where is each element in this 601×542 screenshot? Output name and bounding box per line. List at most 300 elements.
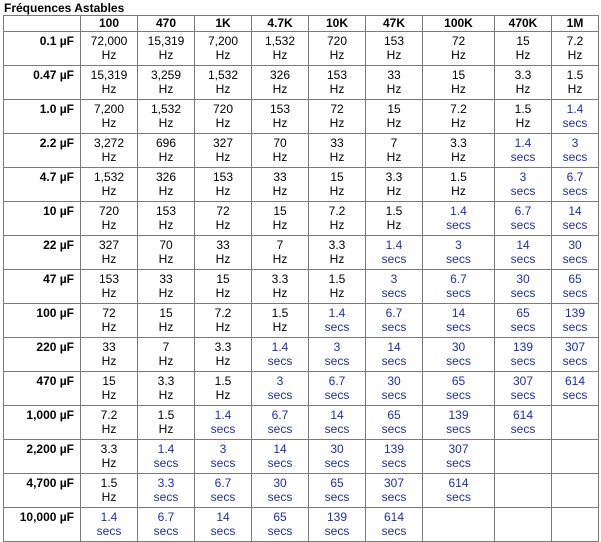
cell-unit: Hz — [215, 252, 231, 266]
cell-value: 7,200 — [93, 102, 125, 116]
cell-unit: Hz — [386, 82, 402, 96]
table-cell — [81, 270, 138, 304]
cell-unit: secs — [96, 524, 122, 538]
cell-value: 6.7 — [157, 510, 175, 524]
table-cell — [195, 236, 252, 270]
cell-unit: secs — [324, 422, 350, 436]
cell-unit: Hz — [158, 286, 174, 300]
cell-unit: Hz — [101, 184, 117, 198]
cell-value: 1.4 — [450, 204, 467, 218]
cell-unit: Hz — [272, 252, 288, 266]
table-cell — [252, 202, 309, 236]
table-cell — [252, 100, 309, 134]
table-cell — [366, 304, 423, 338]
cell-unit: Hz — [272, 48, 288, 62]
row-label: 2,200 µF — [4, 440, 81, 474]
cell-unit: Hz — [215, 150, 231, 164]
row-label: 4.7 µF — [4, 168, 81, 202]
cell-value: 3.3 — [271, 272, 289, 286]
cell-unit: Hz — [329, 116, 345, 130]
table-row — [4, 508, 599, 542]
cell-unit: Hz — [215, 286, 231, 300]
cell-value: 1.4 — [271, 340, 289, 354]
row-label: 0.47 µF — [4, 66, 81, 100]
table-cell — [423, 440, 495, 474]
table-cell — [366, 338, 423, 372]
cell-value: 139 — [512, 340, 534, 354]
table-cell — [366, 440, 423, 474]
cell-unit: secs — [210, 456, 236, 470]
cell-unit: Hz — [101, 286, 117, 300]
cell-unit: Hz — [329, 218, 345, 232]
table-row — [4, 270, 599, 304]
table-cell — [366, 202, 423, 236]
table-cell — [195, 168, 252, 202]
table-cell — [495, 406, 552, 440]
cell-unit: secs — [381, 456, 407, 470]
cell-value: 30 — [273, 476, 287, 490]
table-cell — [195, 202, 252, 236]
cell-value: 65 — [330, 476, 344, 490]
row-label: 10 µF — [4, 202, 81, 236]
table-cell — [138, 372, 195, 406]
cell-unit: secs — [267, 388, 293, 402]
table-cell — [552, 474, 599, 508]
cell-value: 14 — [273, 442, 287, 456]
cell-unit: secs — [510, 218, 536, 232]
cell-value: 33 — [159, 272, 173, 286]
table-cell — [552, 338, 599, 372]
table-row — [4, 338, 599, 372]
column-header: 470K — [495, 16, 552, 32]
cell-unit: Hz — [158, 252, 174, 266]
cell-unit: secs — [381, 320, 407, 334]
table-cell — [495, 440, 552, 474]
cell-value: 720 — [98, 204, 120, 218]
cell-value: 33 — [216, 238, 230, 252]
cell-unit: Hz — [215, 184, 231, 198]
cell-unit: Hz — [101, 218, 117, 232]
table-row — [4, 406, 599, 440]
table-row — [4, 474, 599, 508]
row-label: 4,700 µF — [4, 474, 81, 508]
table-row — [4, 100, 599, 134]
cell-unit: secs — [510, 252, 536, 266]
cell-unit: Hz — [158, 218, 174, 232]
table-cell — [81, 440, 138, 474]
cell-value: 72 — [102, 306, 116, 320]
table-cell — [366, 270, 423, 304]
table-cell — [423, 304, 495, 338]
cell-value: 1.5 — [450, 170, 467, 184]
cell-value: 6.7 — [328, 374, 346, 388]
cell-value: 3,259 — [150, 68, 182, 82]
cell-value: 139 — [564, 306, 586, 320]
table-cell — [309, 66, 366, 100]
cell-value: 139 — [448, 408, 469, 422]
cell-value: 3.3 — [385, 170, 403, 184]
cell-value: 1.4 — [157, 442, 175, 456]
cell-unit: secs — [562, 388, 588, 402]
cell-unit: Hz — [215, 48, 231, 62]
table-cell — [81, 372, 138, 406]
cell-value: 65 — [451, 374, 466, 388]
cell-unit: secs — [446, 252, 471, 266]
table-cell — [552, 202, 599, 236]
table-cell — [252, 236, 309, 270]
table-cell — [138, 168, 195, 202]
table-cell — [252, 66, 309, 100]
row-label: 470 µF — [4, 372, 81, 406]
cell-unit: Hz — [451, 48, 466, 62]
cell-value: 139 — [383, 442, 405, 456]
cell-unit: secs — [381, 422, 407, 436]
cell-value: 720 — [326, 34, 348, 48]
table-cell — [138, 338, 195, 372]
cell-value: 15 — [516, 34, 530, 48]
table-cell — [423, 338, 495, 372]
cell-value: 70 — [273, 136, 287, 150]
cell-unit: secs — [510, 320, 536, 334]
cell-value: 3.3 — [157, 476, 175, 490]
cell-value: 1.5 — [514, 102, 532, 116]
table-cell — [552, 440, 599, 474]
cell-unit: Hz — [272, 320, 288, 334]
row-label: 1.0 µF — [4, 100, 81, 134]
column-header: 4.7K — [252, 16, 309, 32]
cell-unit: secs — [446, 490, 471, 504]
table-cell — [195, 100, 252, 134]
cell-value: 720 — [212, 102, 234, 116]
cell-unit: secs — [267, 354, 293, 368]
cell-value: 326 — [269, 68, 291, 82]
table-cell — [552, 134, 599, 168]
cell-unit: secs — [381, 524, 407, 538]
table-cell — [81, 66, 138, 100]
cell-unit: Hz — [101, 354, 117, 368]
cell-value: 3 — [333, 340, 341, 354]
cell-unit: secs — [267, 456, 293, 470]
cell-value: 1,532 — [93, 170, 125, 184]
cell-unit: secs — [562, 116, 588, 130]
column-header: 1M — [552, 16, 599, 32]
table-cell — [366, 32, 423, 66]
table-cell — [423, 66, 495, 100]
table-cell — [309, 406, 366, 440]
cell-unit: Hz — [101, 252, 117, 266]
cell-value: 1.4 — [385, 238, 403, 252]
cell-unit: Hz — [329, 82, 345, 96]
row-label: 10,000 µF — [4, 508, 81, 542]
table-cell — [366, 508, 423, 542]
cell-value: 3.3 — [214, 340, 232, 354]
cell-unit: Hz — [329, 150, 345, 164]
table-cell — [309, 168, 366, 202]
table-cell — [495, 270, 552, 304]
cell-value: 33 — [273, 170, 287, 184]
table-cell — [423, 168, 495, 202]
cell-unit: Hz — [386, 184, 402, 198]
table-cell — [81, 304, 138, 338]
table-cell — [495, 202, 552, 236]
cell-value: 7,200 — [207, 34, 239, 48]
cell-value: 1.5 — [385, 204, 403, 218]
table-cell — [195, 66, 252, 100]
table-cell — [423, 236, 495, 270]
table-cell — [195, 32, 252, 66]
table-cell — [423, 508, 495, 542]
cell-value: 614 — [448, 476, 469, 490]
cell-unit: Hz — [386, 150, 402, 164]
table-cell — [81, 474, 138, 508]
cell-unit: Hz — [272, 218, 288, 232]
cell-value: 72 — [216, 204, 230, 218]
table-cell — [138, 508, 195, 542]
table-cell — [195, 508, 252, 542]
cell-unit: secs — [324, 524, 350, 538]
cell-value: 1.4 — [214, 408, 232, 422]
cell-value: 3.3 — [157, 374, 175, 388]
cell-unit: secs — [210, 524, 236, 538]
cell-value: 153 — [326, 68, 348, 82]
cell-unit: secs — [210, 422, 236, 436]
cell-value: 1.5 — [214, 374, 232, 388]
cell-value: 153 — [269, 102, 291, 116]
cell-value: 65 — [273, 510, 287, 524]
cell-value: 7.2 — [100, 408, 118, 422]
cell-unit: secs — [324, 354, 350, 368]
table-cell — [138, 236, 195, 270]
table-cell — [138, 202, 195, 236]
cell-unit: Hz — [272, 116, 288, 130]
cell-value: 14 — [516, 238, 530, 252]
table-cell — [423, 32, 495, 66]
table-cell — [252, 168, 309, 202]
cell-unit: Hz — [272, 150, 288, 164]
cell-value: 614 — [512, 408, 534, 422]
table-row — [4, 372, 599, 406]
cell-value: 7 — [276, 238, 284, 252]
table-cell — [366, 474, 423, 508]
cell-unit: Hz — [158, 150, 174, 164]
cell-unit: Hz — [215, 320, 231, 334]
table-cell — [423, 406, 495, 440]
cell-unit: Hz — [158, 320, 174, 334]
table-cell — [552, 508, 599, 542]
cell-value: 3 — [455, 238, 462, 252]
cell-value: 14 — [330, 408, 344, 422]
table-row — [4, 440, 599, 474]
cell-unit: secs — [446, 456, 471, 470]
cell-value: 1.4 — [328, 306, 346, 320]
cell-unit: secs — [446, 422, 471, 436]
cell-value: 3.3 — [450, 136, 467, 150]
table-cell — [552, 304, 599, 338]
cell-unit: secs — [381, 252, 407, 266]
cell-unit: Hz — [215, 82, 231, 96]
table-cell — [138, 406, 195, 440]
cell-unit: Hz — [567, 82, 583, 96]
cell-value: 1,532 — [264, 34, 296, 48]
cell-unit: Hz — [158, 184, 174, 198]
cell-unit: Hz — [101, 82, 117, 96]
table-cell — [552, 66, 599, 100]
column-header: 47K — [366, 16, 423, 32]
cell-unit: Hz — [101, 388, 117, 402]
cell-unit: secs — [562, 320, 588, 334]
table-cell — [138, 134, 195, 168]
cell-unit: Hz — [515, 48, 531, 62]
cell-unit: Hz — [215, 116, 231, 130]
table-cell — [552, 270, 599, 304]
table-cell — [81, 236, 138, 270]
cell-value: 30 — [568, 238, 582, 252]
table-cell — [138, 32, 195, 66]
cell-value: 65 — [516, 306, 530, 320]
table-cell — [195, 270, 252, 304]
table-cell — [309, 32, 366, 66]
cell-value: 15,319 — [90, 68, 128, 82]
table-cell — [81, 508, 138, 542]
cell-unit: secs — [267, 524, 293, 538]
table-cell — [495, 236, 552, 270]
table-cell — [309, 202, 366, 236]
cell-value: 307 — [383, 476, 405, 490]
cell-unit: Hz — [158, 48, 174, 62]
cell-value: 139 — [326, 510, 348, 524]
table-cell — [195, 474, 252, 508]
cell-unit: secs — [510, 354, 536, 368]
cell-unit: secs — [153, 456, 179, 470]
table-cell — [495, 100, 552, 134]
table-cell — [309, 270, 366, 304]
table-cell — [81, 32, 138, 66]
table-cell — [495, 32, 552, 66]
cell-value: 3 — [390, 272, 398, 286]
cell-value: 65 — [387, 408, 401, 422]
table-cell — [138, 474, 195, 508]
table-cell — [495, 304, 552, 338]
cell-unit: secs — [562, 286, 588, 300]
table-cell — [252, 508, 309, 542]
cell-value: 327 — [212, 136, 234, 150]
cell-unit: Hz — [101, 490, 117, 504]
cell-value: 327 — [98, 238, 120, 252]
table-cell — [252, 32, 309, 66]
table-cell — [495, 508, 552, 542]
table-cell — [81, 168, 138, 202]
table-cell — [309, 134, 366, 168]
column-header: 100K — [423, 16, 495, 32]
cell-value: 15 — [451, 68, 466, 82]
column-header: 470 — [138, 16, 195, 32]
cell-value: 15 — [216, 272, 230, 286]
cell-value: 30 — [330, 442, 344, 456]
table-cell — [423, 134, 495, 168]
column-header: 1K — [195, 16, 252, 32]
cell-value: 65 — [568, 272, 582, 286]
cell-value: 1.4 — [514, 136, 532, 150]
cell-value: 15 — [387, 102, 401, 116]
cell-value: 15 — [273, 204, 287, 218]
cell-unit: Hz — [101, 320, 117, 334]
cell-unit: secs — [510, 422, 536, 436]
cell-unit: Hz — [386, 116, 402, 130]
table-cell — [195, 304, 252, 338]
cell-value: 3.3 — [100, 442, 118, 456]
row-label: 220 µF — [4, 338, 81, 372]
cell-unit: Hz — [158, 388, 174, 402]
cell-unit: secs — [267, 490, 293, 504]
cell-value: 153 — [155, 204, 177, 218]
cell-unit: secs — [510, 388, 536, 402]
cell-value: 30 — [451, 340, 466, 354]
table-cell — [495, 338, 552, 372]
cell-value: 15 — [159, 306, 173, 320]
cell-unit: Hz — [158, 82, 174, 96]
table-cell — [423, 202, 495, 236]
table-row — [4, 304, 599, 338]
cell-value: 1.4 — [566, 102, 584, 116]
row-label: 1,000 µF — [4, 406, 81, 440]
table-row — [4, 168, 599, 202]
cell-unit: secs — [381, 286, 407, 300]
cell-value: 3.3 — [328, 238, 346, 252]
cell-value: 14 — [568, 204, 582, 218]
cell-unit: Hz — [567, 48, 583, 62]
cell-unit: secs — [324, 320, 350, 334]
cell-value: 3.3 — [514, 68, 532, 82]
cell-unit: Hz — [515, 116, 531, 130]
cell-value: 14 — [216, 510, 230, 524]
table-cell — [495, 66, 552, 100]
cell-unit: Hz — [101, 116, 117, 130]
table-cell — [309, 474, 366, 508]
table-cell — [552, 372, 599, 406]
table-cell — [309, 508, 366, 542]
cell-unit: secs — [562, 354, 588, 368]
cell-value: 1.5 — [271, 306, 289, 320]
table-cell — [495, 372, 552, 406]
cell-unit: Hz — [215, 218, 231, 232]
cell-unit: secs — [510, 150, 536, 164]
table-cell — [81, 338, 138, 372]
table-row — [4, 66, 599, 100]
cell-value: 6.7 — [450, 272, 467, 286]
cell-unit: Hz — [386, 48, 402, 62]
corner-cell — [4, 16, 81, 32]
cell-value: 1.4 — [100, 510, 118, 524]
cell-value: 153 — [98, 272, 120, 286]
table-cell — [252, 474, 309, 508]
row-label: 0.1 µF — [4, 32, 81, 66]
cell-unit: Hz — [451, 82, 466, 96]
cell-unit: secs — [562, 218, 588, 232]
table-cell — [495, 134, 552, 168]
cell-value: 153 — [212, 170, 234, 184]
cell-unit: Hz — [272, 184, 288, 198]
cell-value: 72,000 — [90, 34, 128, 48]
table-cell — [423, 100, 495, 134]
table-cell — [138, 304, 195, 338]
cell-value: 6.7 — [385, 306, 403, 320]
table-cell — [423, 372, 495, 406]
cell-unit: Hz — [386, 218, 402, 232]
table-cell — [309, 372, 366, 406]
table-cell — [252, 338, 309, 372]
cell-value: 1.5 — [100, 476, 118, 490]
cell-value: 33 — [102, 340, 116, 354]
